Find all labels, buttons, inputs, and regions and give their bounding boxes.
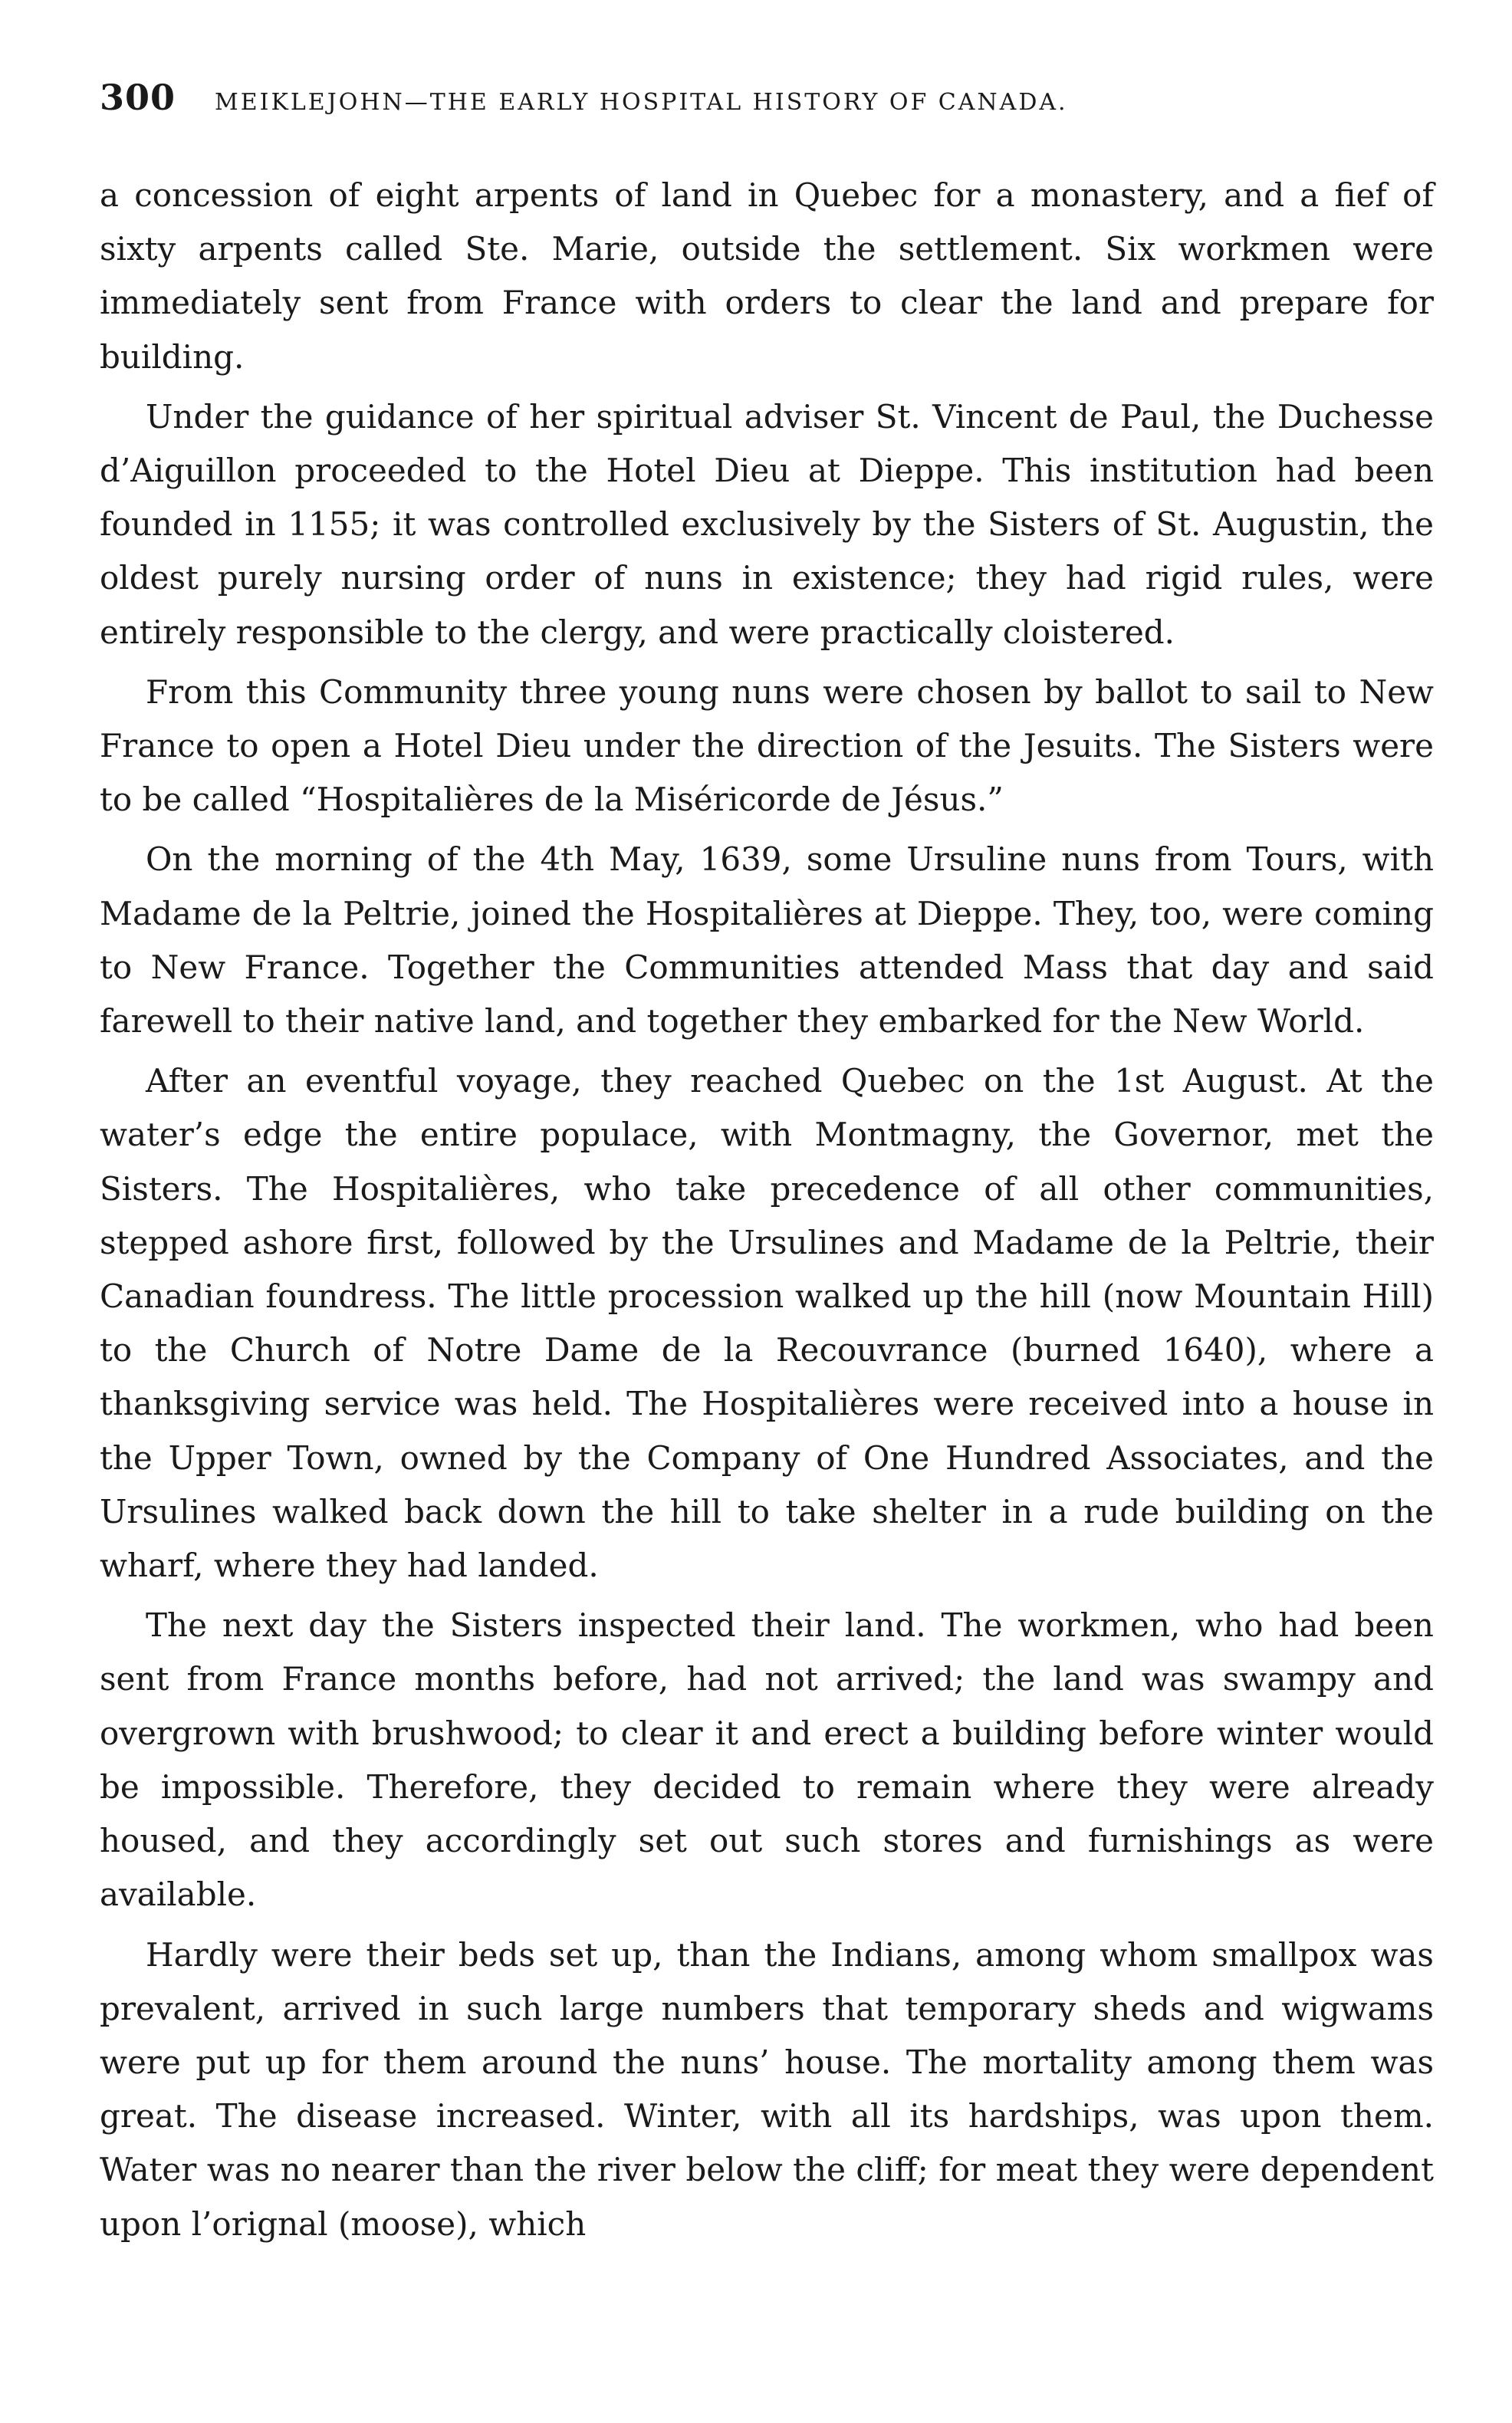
running-title: MEIKLEJOHN—THE EARLY HOSPITAL HISTORY OF CANADA.: [215, 89, 1068, 116]
paragraph-3: From this Community three young nuns were chosen by ballot to sail to New France to open a Hotel Dieu under the direction of the Jesuits. The Sisters were to be called “Hospitalières de la Miséricorde de Jésus.”: [100, 672, 1434, 819]
paragraph-5: After an eventful voyage, they reached Quebec on the 1st August. At the water’s edge the entire populace, with Montmagny, the Governor, met the Sisters. The Hospitalières, who take precedence of all other communities, stepped ashore first, followed by the Ursulines and Madame de la Peltrie, their Canadian foundress. The little procession walked up the hill (now Mountain Hill) to the Church of Notre Dame de la Recouvrance (burned 1640), where a thanksgiving service was held. The Hospitalières were received into a house in the Upper Town, owned by the Company of One Hundred Associates, and the Ursulines walked back down the hill to take shelter in a rude building on the wharf, where they had landed.: [100, 1062, 1434, 1585]
book-page: [100, 77, 1434, 2251]
running-head: [100, 77, 1434, 123]
paragraph-7: Hardly were their beds set up, than the Indians, among whom smallpox was prevalent, arrived in such large numbers that temporary sheds and wigwams were put up for them around the nuns’ house. The mortality among them was great. The disease increased. Winter, with all its hardships, was upon them. Water was no nearer than the river below the cliff; for meat they were dependent upon l’orignal (moose), which: [100, 1935, 1434, 2243]
paragraph-2: Under the guidance of her spiritual adviser St. Vincent de Paul, the Duchesse d’Aiguillon proceeded to the Hotel Dieu at Dieppe. This institution had been founded in 1155; it was controlled exclusively by the Sisters of St. Augustin, the oldest purely nursing order of nuns in existence; they had rigid rules, were entirely responsible to the clergy, and were practically cloistered.: [100, 397, 1434, 651]
page-number: 300: [100, 77, 176, 118]
paragraph-1: a concession of eight arpents of land in Quebec for a monastery, and a fief of sixty arpents called Ste. Marie, outside the settlement. Six workmen were immediately sent from France with orders to clear the land and prepare for building.: [100, 176, 1434, 376]
body-text: [100, 169, 1434, 2251]
paragraph-6: The next day the Sisters inspected their land. The workmen, who had been sent from France months before, had not arrived; the land was swampy and overgrown with brushwood; to clear it and erect a building before winter would be impossible. Therefore, they decided to remain where they were already housed, and they accordingly set out such stores and furnishings as were available.: [100, 1606, 1434, 1914]
paragraph-4: On the morning of the 4th May, 1639, some Ursuline nuns from Tours, with Madame de la Peltrie, joined the Hospitalières at Dieppe. They, too, were coming to New France. Together the Communities attended Mass that day and said farewell to their native land, and together they embarked for the New World.: [100, 840, 1434, 1041]
